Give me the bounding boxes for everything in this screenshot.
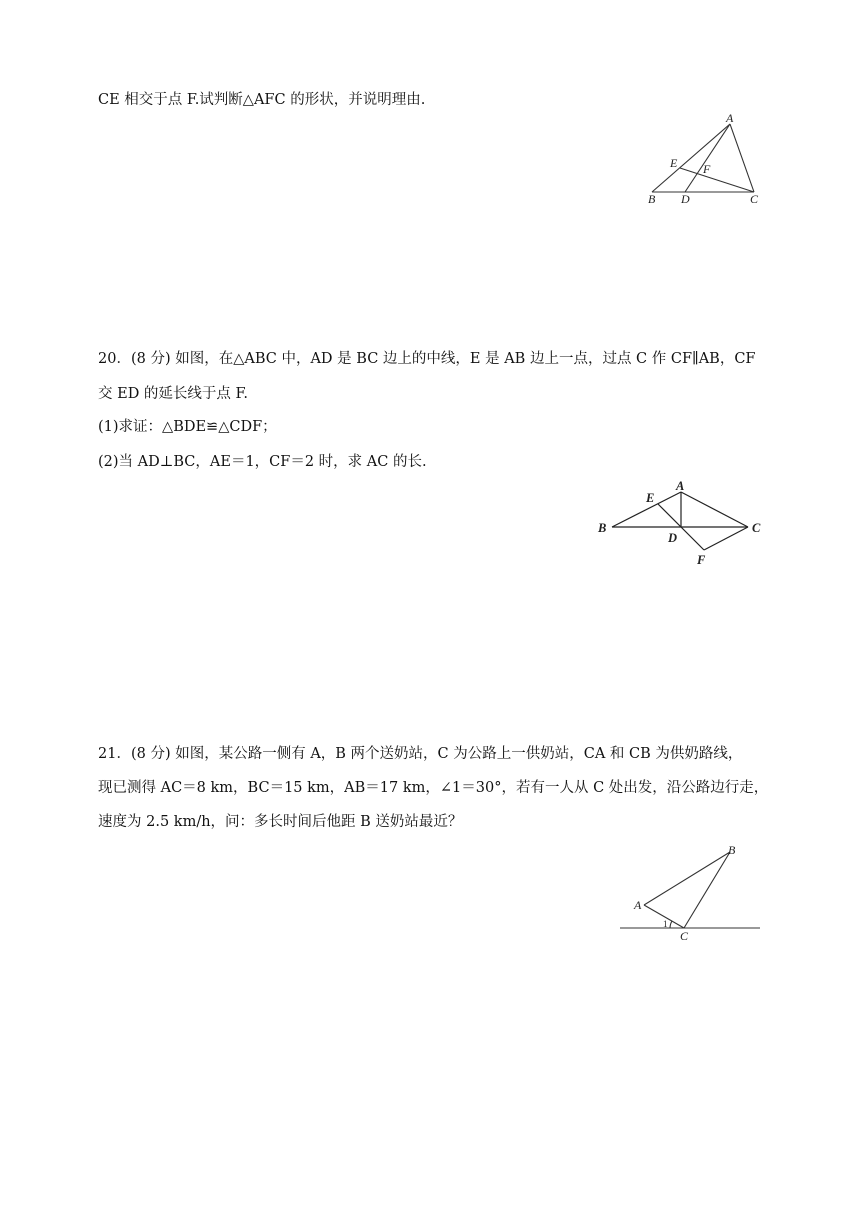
q21-label-a: A bbox=[634, 898, 642, 912]
q21-text-line-2: 现已测得 AC＝8 km，BC＝15 km，AB＝17 km，∠1＝30°，若有一人从 C 处出发，沿公路边行走， bbox=[98, 780, 769, 796]
q21-text-line-3: 速度为 2.5 km/h，问：多长时间后他距 B 送奶站最近？ bbox=[98, 814, 463, 830]
q20-label-a: A bbox=[676, 479, 685, 493]
q19-segment-ac bbox=[730, 124, 754, 192]
q20-text-line-1: 20．(8 分) 如图，在△ABC 中，AD 是 BC 边上的中线，E 是 AB 边上一点，过点 C 作 CF∥AB，CF bbox=[98, 351, 756, 367]
q20-label-e: E bbox=[646, 491, 655, 505]
q20-label-d: D bbox=[668, 531, 678, 545]
q19-label-c: C bbox=[750, 192, 759, 206]
q19-text-line-1: CE 相交于点 F.试判断△AFC 的形状，并说明理由. bbox=[98, 92, 426, 108]
q20-label-b: B bbox=[598, 521, 607, 535]
q21-text-line-1: 21．(8 分) 如图，某公路一侧有 A，B 两个送奶站，C 为公路上一供奶站，CA 和 CB 为供奶路线， bbox=[98, 746, 743, 762]
q21-angle-1-arc bbox=[670, 921, 672, 928]
q19-label-e: E bbox=[670, 156, 678, 170]
q21-segment-bc bbox=[684, 852, 730, 928]
q20-figure bbox=[594, 476, 774, 571]
q21-segment-ab bbox=[644, 852, 730, 905]
q20-text-line-2: 交 ED 的延长线于点 F. bbox=[98, 386, 248, 402]
q19-segment-ce bbox=[680, 168, 754, 192]
q20-segment-cf bbox=[704, 527, 748, 550]
q21-label-b: B bbox=[728, 843, 736, 857]
q21-label-c: C bbox=[680, 929, 689, 943]
q19-figure bbox=[640, 112, 770, 212]
q19-label-d: D bbox=[681, 192, 690, 206]
q20-label-f: F bbox=[697, 553, 706, 567]
q21-label-angle-1: 1 bbox=[663, 919, 668, 929]
q19-label-f: F bbox=[703, 162, 711, 176]
q20-text-line-3: (1)求证：△BDE≌△CDF； bbox=[98, 419, 277, 435]
q19-segment-ab bbox=[652, 124, 730, 192]
q19-label-a: A bbox=[726, 111, 734, 125]
q20-segment-ac bbox=[681, 492, 748, 527]
q21-figure bbox=[614, 840, 764, 945]
q20-label-c: C bbox=[752, 521, 761, 535]
q19-label-b: B bbox=[648, 192, 656, 206]
q20-text-line-4: (2)当 AD⊥BC，AE＝1，CF＝2 时，求 AC 的长. bbox=[98, 454, 427, 470]
